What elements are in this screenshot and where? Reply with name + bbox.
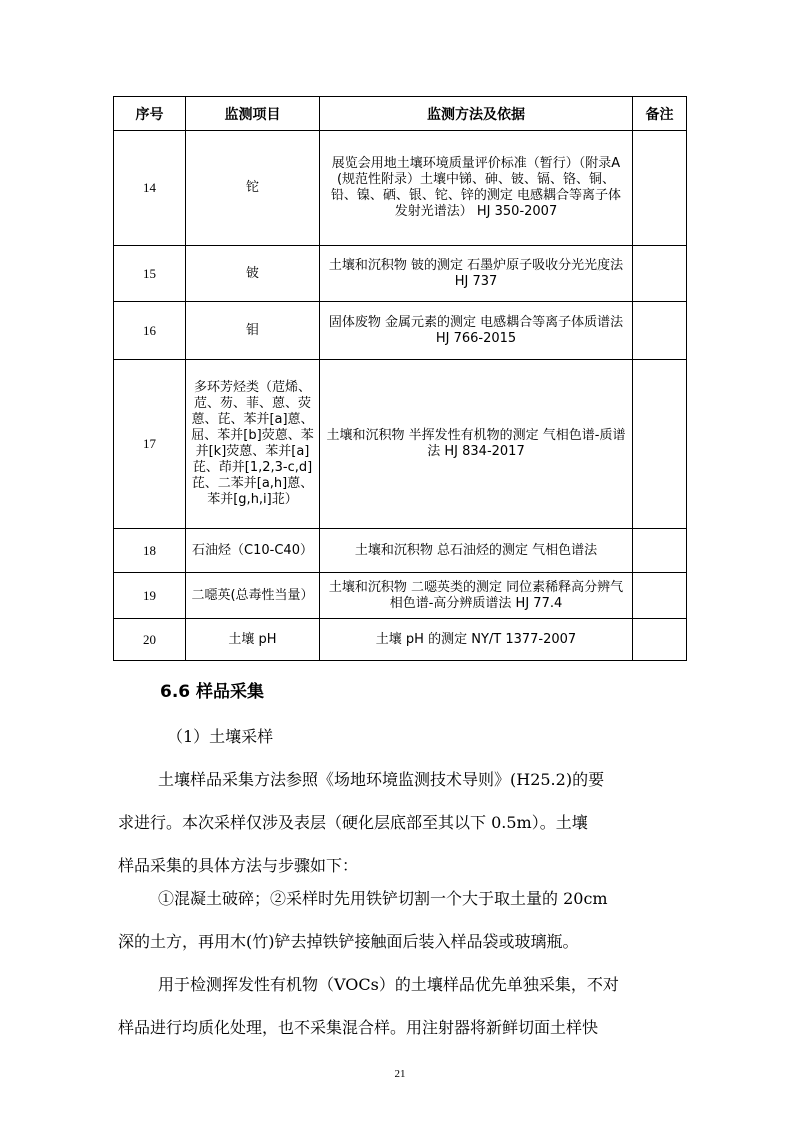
table-row — [114, 360, 687, 529]
table-row — [114, 131, 687, 246]
row-no: 16 — [114, 302, 186, 360]
row-method: 土壤和沉积物 半挥发性有机物的测定 气相色谱-质谱法 HJ 834-2017 — [320, 360, 633, 529]
row-no: 15 — [114, 246, 186, 302]
table-row — [114, 302, 687, 360]
monitoring-methods-table — [113, 96, 687, 661]
table-header-row — [114, 97, 687, 131]
table-row — [114, 529, 687, 573]
page-number: 21 — [394, 1068, 406, 1080]
row-method: 展览会用地土壤环境质量评价标准（暂行）（附录A (规范性附录）土壤中锑、砷、铍、镉、铬、铜、铅、镍、硒、银、铊、锌的测定 电感耦合等离子体发射光谱法） HJ 350-2007 — [320, 131, 633, 246]
row-item: 石油烃（C10-C40） — [186, 529, 320, 573]
row-remark — [633, 360, 687, 529]
row-no: 14 — [114, 131, 186, 246]
header-method-basis: 监测方法及依据 — [320, 97, 633, 131]
row-no: 17 — [114, 360, 186, 529]
row-no: 18 — [114, 529, 186, 573]
row-item: 土壤 pH — [186, 619, 320, 661]
table-row — [114, 246, 687, 302]
table-row — [114, 619, 687, 661]
paragraph-sampling-steps — [118, 877, 684, 963]
row-item: 二噁英(总毒性当量） — [186, 573, 320, 619]
paragraph-line: 求进行。本次采样仅涉及表层（硬化层底部至其以下 0.5m）。土壤 — [118, 813, 588, 832]
row-remark — [633, 573, 687, 619]
row-remark — [633, 619, 687, 661]
paragraph-line: 样品进行均质化处理，也不采集混合样。用注射器将新鲜切面土样快 — [118, 1018, 599, 1037]
row-item: 钼 — [186, 302, 320, 360]
paragraph-line: 土壤样品采集方法参照《场地环境监测技术导则》(H25.2)的要 — [158, 770, 605, 789]
row-no: 20 — [114, 619, 186, 661]
row-method: 土壤和沉积物 铍的测定 石墨炉原子吸收分光光度法 HJ 737 — [320, 246, 633, 302]
row-remark — [633, 302, 687, 360]
row-remark — [633, 131, 687, 246]
paragraph-line: 用于检测挥发性有机物（VOCs）的土壤样品优先单独采集，不对 — [158, 975, 619, 994]
section-heading: 6.6 样品采集 — [160, 682, 265, 702]
section-subheading: （1）土壤采样 — [167, 727, 274, 746]
paragraph-line: 深的土方，再用木(竹)铲去掉铁铲接触面后装入样品袋或玻璃瓶。 — [118, 932, 579, 951]
row-method: 固体废物 金属元素的测定 电感耦合等离子体质谱法 HJ 766-2015 — [320, 302, 633, 360]
row-method: 土壤和沉积物 二噁英类的测定 同位素稀释高分辨气相色谱-高分辨质谱法 HJ 77.4 — [320, 573, 633, 619]
row-remark — [633, 529, 687, 573]
header-remark: 备注 — [633, 97, 687, 131]
row-method: 土壤和沉积物 总石油烃的测定 气相色谱法 — [320, 529, 633, 573]
paragraph-line: ①混凝土破碎；②采样时先用铁铲切割一个大于取土量的 20cm — [158, 889, 608, 908]
row-item: 多环芳烃类（苊烯、苊、芴、菲、蒽、荧蒽、芘、苯并[a]蒽、屈、苯并[b]荧蒽、苯并[k]荧蒽、苯并[a]芘、茚并[1,2,3-c,d]芘、二苯并[a,h]蒽、苯并[g,h,i]苝） — [186, 360, 320, 529]
row-item: 铍 — [186, 246, 320, 302]
table-row — [114, 573, 687, 619]
row-no: 19 — [114, 573, 186, 619]
row-remark — [633, 246, 687, 302]
row-method: 土壤 pH 的测定 NY/T 1377-2007 — [320, 619, 633, 661]
paragraph-sampling-method — [118, 758, 684, 887]
header-serial-no: 序号 — [114, 97, 186, 131]
header-monitoring-item: 监测项目 — [186, 97, 320, 131]
row-item: 铊 — [186, 131, 320, 246]
paragraph-line: 样品采集的具体方法与步骤如下： — [118, 856, 359, 875]
paragraph-voc-sampling — [118, 963, 684, 1049]
